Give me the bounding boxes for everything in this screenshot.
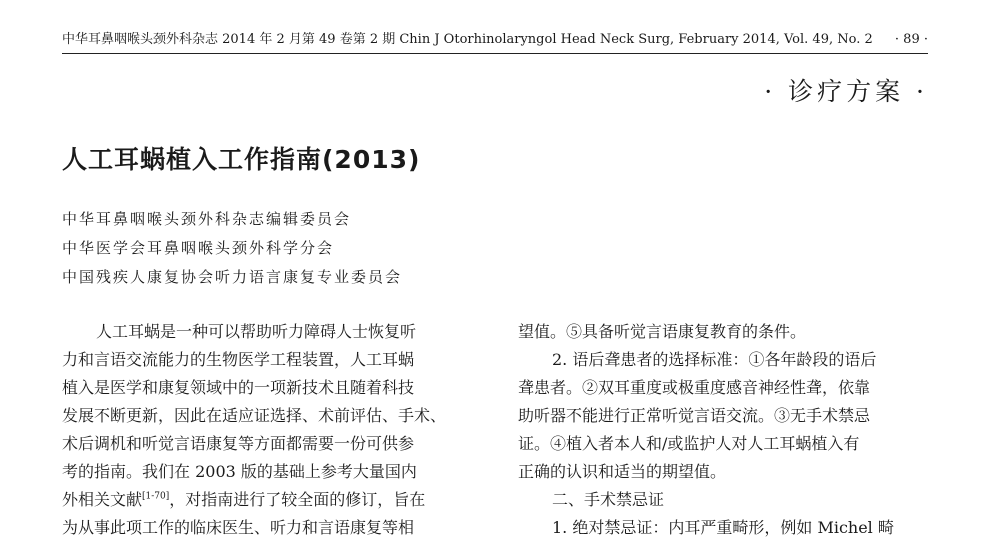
author-line: 中华耳鼻咽喉头颈外科杂志编辑委员会 [62,210,352,228]
body-line: 证。④植入者本人和/或监护人对人工耳蜗植入有 [518,434,860,453]
page-number: · 89 · [894,32,928,47]
header-rule [62,53,928,54]
author-line: 中华医学会耳鼻咽喉头颈外科学分会 [62,239,335,257]
left-column [62,318,482,542]
body-text: ，对指南进行了较全面的修订，旨在 [169,490,426,509]
body-line: 为从事此项工作的临床医生、听力和言语康复等相 [62,518,415,537]
body-line-with-citation [62,486,482,514]
body-line: 正确的认识和适当的期望值。 [518,462,727,481]
body-line: 考的指南。我们在 2003 版的基础上参考大量国内 [62,462,417,481]
body-line: 植入是医学和康复领域中的一项新技术且随着科技 [62,378,415,397]
article-title: 人工耳蜗植入工作指南(2013) [62,145,421,174]
body-line: 1. 绝对禁忌证：内耳严重畸形，例如 Michel 畸 [552,518,894,537]
body-line: 聋患者。②双耳重度或极重度感音神经性聋，依靠 [518,378,871,397]
author-list [62,205,402,292]
body-text: 外相关文献 [62,490,143,509]
body-line: 力和言语交流能力的生物医学工程装置，人工耳蜗 [62,350,415,369]
citation-ref: [1-70] [142,491,170,502]
body-line: 术后调机和听觉言语康复等方面都需要一份可供参 [62,434,415,453]
body-line: 人工耳蜗是一种可以帮助听力障碍人士恢复听 [96,322,417,341]
body-line: 助听器不能进行正常听觉言语交流。③无手术禁忌 [518,406,871,425]
body-line: 2. 语后聋患者的选择标准：①各年龄段的语后 [552,350,877,369]
right-column [518,318,938,542]
section-label: · 诊疗方案 · [764,77,928,106]
running-head-text: 中华耳鼻咽喉头颈外科杂志 2014 年 2 月第 49 卷第 2 期 Chin J Otorhinolaryngol Head Neck Surg, February 2014, Vol. 49, No. 2 [62,32,873,47]
body-line: 发展不断更新，因此在适应证选择、术前评估、手术、 [62,406,447,425]
subsection-heading: 二、手术禁忌证 [552,490,665,509]
running-header [62,30,928,50]
body-line: 望值。⑤具备听觉言语康复教育的条件。 [518,322,807,341]
author-line: 中国残疾人康复协会听力语言康复专业委员会 [62,268,403,286]
